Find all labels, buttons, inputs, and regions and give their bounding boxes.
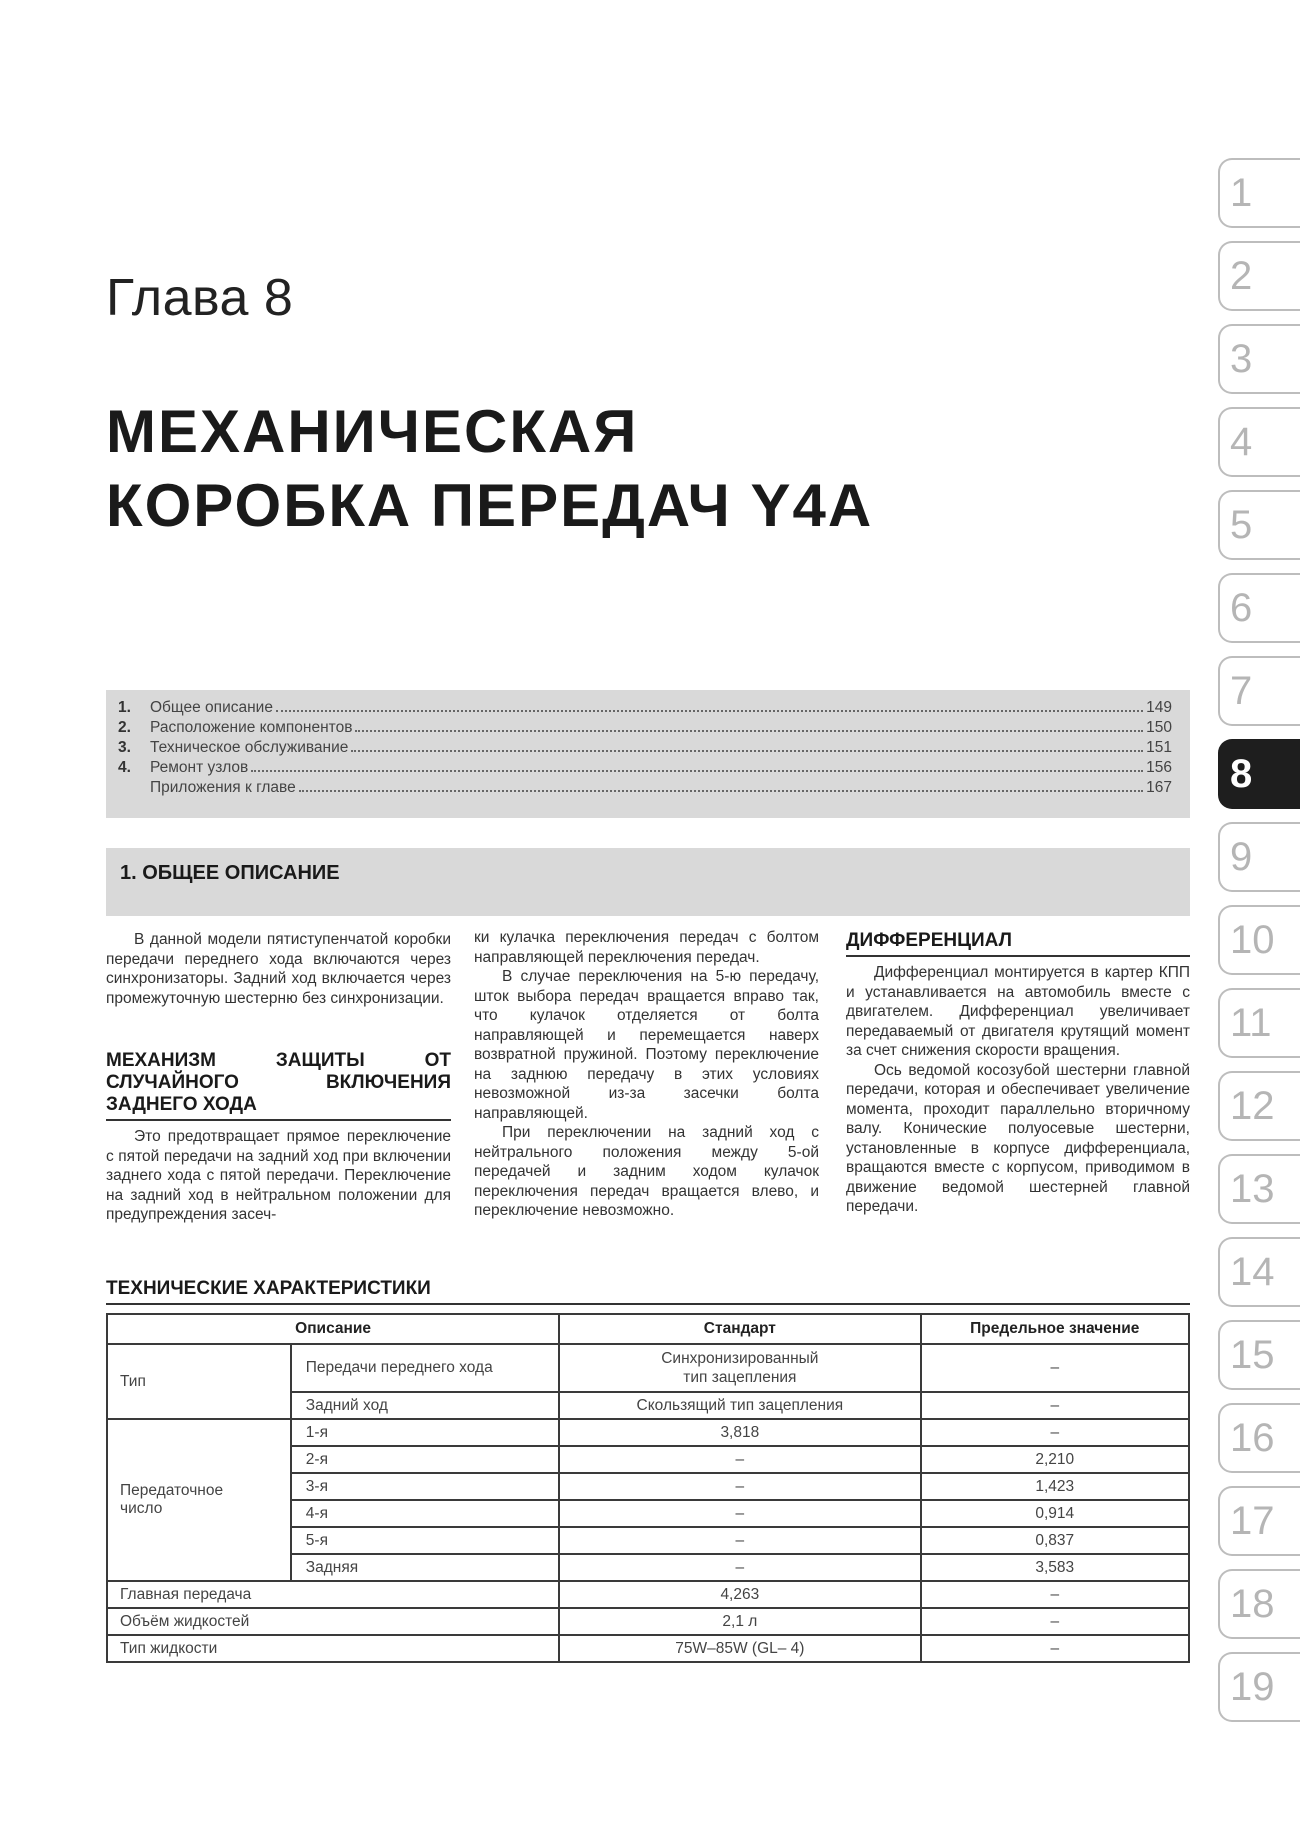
toc-item[interactable] xyxy=(118,759,1172,779)
toc-item-number: 3. xyxy=(118,739,131,756)
toc-item-title: Приложения к главе xyxy=(150,779,296,796)
table-row xyxy=(107,1608,1189,1635)
chapter-tab-15[interactable]: 15 xyxy=(1218,1320,1300,1390)
paragraph: Ось ведомой косозубой шестерни главной передачи, которая и обеспечивает увеличение момента, проходит параллельно вторичному валу. Конические полуосевые шестерни, установленные в корпусе дифференциала, вращаются вместе с корпусом, приводимом в движение ведомой шестерней главной передачи. xyxy=(846,1061,1190,1215)
limit-value: – xyxy=(921,1392,1189,1419)
toc-item-page: 151 xyxy=(1146,739,1172,756)
chapter-tab-16[interactable]: 16 xyxy=(1218,1403,1300,1473)
chapter-label: Глава 8 xyxy=(106,269,294,327)
row-label: Передачи переднего хода xyxy=(291,1344,559,1392)
standard-value: – xyxy=(559,1473,920,1500)
row-label: Задний ход xyxy=(291,1392,559,1419)
toc-leader-dots xyxy=(299,790,1143,792)
toc-item-page: 150 xyxy=(1146,719,1172,736)
chapter-tab-6[interactable]: 6 xyxy=(1218,573,1300,643)
chapter-tab-14[interactable]: 14 xyxy=(1218,1237,1300,1307)
standard-value: 75W–85W (GL– 4) xyxy=(559,1635,920,1662)
standard-value: 4,263 xyxy=(559,1581,920,1608)
column-header-description: Описание xyxy=(107,1314,559,1344)
paragraph: При переключении на задний ход с нейтрального положения между 5-ой передачей и задним ходом кулачок переключения передач вращается влево, и переключение невозможно. xyxy=(474,1124,819,1219)
text-column-3 xyxy=(846,930,1190,1217)
row-group-label: Тип xyxy=(107,1344,291,1419)
limit-value: – xyxy=(921,1635,1189,1662)
row-label: 4-я xyxy=(291,1500,559,1527)
paragraph: В данной модели пятиступенчатой коробки передачи переднего хода включаются через синхронизаторы. Задний ход включается через промежуточную шестерню без синхронизации. xyxy=(106,931,451,1007)
row-label: 2-я xyxy=(291,1446,559,1473)
toc-leader-dots xyxy=(251,770,1143,772)
chapter-title xyxy=(106,395,1006,543)
text-column-2 xyxy=(474,928,819,1221)
section-heading: 1. ОБЩЕЕ ОПИСАНИЕ xyxy=(106,848,1190,916)
chapter-tab-19[interactable]: 19 xyxy=(1218,1652,1300,1722)
row-label: 1-я xyxy=(291,1419,559,1446)
chapter-tab-12[interactable]: 12 xyxy=(1218,1071,1300,1141)
chapter-tab-3[interactable]: 3 xyxy=(1218,324,1300,394)
standard-value xyxy=(559,1344,920,1392)
standard-value: – xyxy=(559,1527,920,1554)
row-group-label-line: Передаточное xyxy=(120,1482,224,1499)
limit-value: 3,583 xyxy=(921,1554,1189,1581)
paragraph: Дифференциал монтируется в картер КПП и устанавливается на автомобиль вместе с двигателем. Дифференциал увеличивает передаваемый от двигателя крутящий момент за счет снижения скорости вращения. xyxy=(846,964,1190,1059)
row-group-label-line: число xyxy=(120,1500,163,1517)
chapter-tabs xyxy=(1218,158,1300,1735)
chapter-tab-9[interactable]: 9 xyxy=(1218,822,1300,892)
toc-item-title: Техническое обслуживание xyxy=(150,739,349,756)
standard-value: – xyxy=(559,1500,920,1527)
paragraph: В случае переключения на 5-ю передачу, шток выбора передач вращается вправо так, что кулачок отделяется от болта направляющей и перемещается наверх возвратной пружиной. Поэтому переключение на заднюю передачу в этих условиях невозможной из-за засечки болта направляющей. xyxy=(474,968,819,1122)
toc-item-number: 1. xyxy=(118,699,131,716)
chapter-tab-5[interactable]: 5 xyxy=(1218,490,1300,560)
limit-value: 0,914 xyxy=(921,1500,1189,1527)
chapter-tab-13[interactable]: 13 xyxy=(1218,1154,1300,1224)
row-label: Объём жидкостей xyxy=(107,1608,559,1635)
chapter-tab-1[interactable]: 1 xyxy=(1218,158,1300,228)
toc-item-page: 167 xyxy=(1146,779,1172,796)
toc-item[interactable] xyxy=(118,739,1172,759)
standard-value: 2,1 л xyxy=(559,1608,920,1635)
row-group-label xyxy=(107,1419,291,1581)
chapter-tab-17[interactable]: 17 xyxy=(1218,1486,1300,1556)
toc-item[interactable] xyxy=(118,719,1172,739)
table-row xyxy=(107,1581,1189,1608)
toc-item-page: 156 xyxy=(1146,759,1172,776)
table-of-contents xyxy=(106,690,1190,818)
toc-item[interactable] xyxy=(118,779,1172,799)
table-row xyxy=(107,1635,1189,1662)
toc-item-title: Общее описание xyxy=(150,699,273,716)
toc-item-page: 149 xyxy=(1146,699,1172,716)
limit-value: – xyxy=(921,1419,1189,1446)
chapter-title-line2: КОРОБКА ПЕРЕДАЧ Y4A xyxy=(106,472,874,539)
row-label: 5-я xyxy=(291,1527,559,1554)
limit-value: 1,423 xyxy=(921,1473,1189,1500)
chapter-tab-4[interactable]: 4 xyxy=(1218,407,1300,477)
subheading: МЕХАНИЗМ ЗАЩИТЫ ОТ СЛУЧАЙНОГО ВКЛЮЧЕНИЯ ЗАДНЕГО ХОДА xyxy=(106,1050,451,1121)
toc-item-number: 4. xyxy=(118,759,131,776)
toc-leader-dots xyxy=(355,730,1143,732)
paragraph: Это предотвращает прямое переключение с пятой передачи на задний ход при включении заднего хода с пятой передачи. Переключение на задний ход в нейтральном положении для предупреждения засеч- xyxy=(106,1128,451,1223)
specs-heading: ТЕХНИЧЕСКИЕ ХАРАКТЕРИСТИКИ xyxy=(106,1278,1190,1305)
chapter-tab-11[interactable]: 11 xyxy=(1218,988,1300,1058)
toc-leader-dots xyxy=(276,710,1143,712)
standard-value: Скользящий тип зацепления xyxy=(559,1392,920,1419)
limit-value: – xyxy=(921,1344,1189,1392)
row-label: 3-я xyxy=(291,1473,559,1500)
row-label: Главная передача xyxy=(107,1581,559,1608)
chapter-tab-18[interactable]: 18 xyxy=(1218,1569,1300,1639)
column-header-limit: Предельное значение xyxy=(921,1314,1189,1344)
standard-value-line: Синхронизированный xyxy=(661,1350,819,1367)
table-row xyxy=(107,1344,1189,1392)
toc-item-number: 2. xyxy=(118,719,131,736)
text-column-1 xyxy=(106,930,451,1225)
specs-table xyxy=(106,1313,1190,1663)
limit-value: 2,210 xyxy=(921,1446,1189,1473)
chapter-title-line1: МЕХАНИЧЕСКАЯ xyxy=(106,398,639,465)
toc-item[interactable] xyxy=(118,699,1172,719)
subheading: ДИФФЕРЕНЦИАЛ xyxy=(846,930,1190,957)
chapter-tab-7[interactable]: 7 xyxy=(1218,656,1300,726)
standard-value: – xyxy=(559,1446,920,1473)
limit-value: – xyxy=(921,1608,1189,1635)
standard-value: 3,818 xyxy=(559,1419,920,1446)
limit-value: 0,837 xyxy=(921,1527,1189,1554)
chapter-tab-2[interactable]: 2 xyxy=(1218,241,1300,311)
column-header-standard: Стандарт xyxy=(559,1314,920,1344)
table-header-row xyxy=(107,1314,1189,1344)
table-row xyxy=(107,1419,1189,1446)
paragraph: ки кулачка переключения передач с болтом направляющей переключения передач. xyxy=(474,929,819,966)
standard-value-line: тип зацепления xyxy=(683,1369,797,1386)
chapter-tab-8[interactable]: 8 xyxy=(1218,739,1300,809)
limit-value: – xyxy=(921,1581,1189,1608)
chapter-tab-10[interactable]: 10 xyxy=(1218,905,1300,975)
toc-leader-dots xyxy=(351,750,1143,752)
row-label: Тип жидкости xyxy=(107,1635,559,1662)
toc-item-title: Ремонт узлов xyxy=(150,759,249,776)
row-label: Задняя xyxy=(291,1554,559,1581)
standard-value: – xyxy=(559,1554,920,1581)
toc-item-title: Расположение компонентов xyxy=(150,719,353,736)
